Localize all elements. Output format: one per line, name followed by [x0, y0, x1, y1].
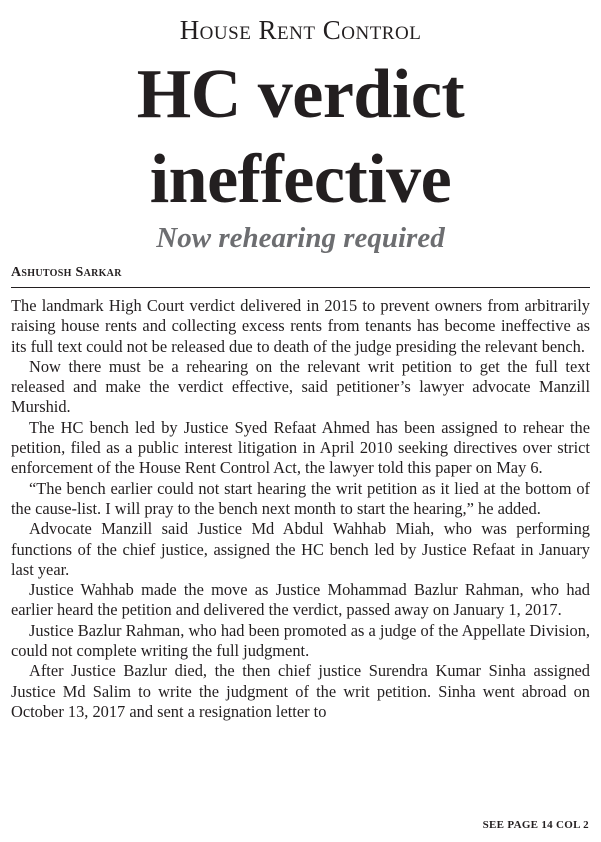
article-body [11, 296, 590, 722]
paragraph: Justice Bazlur Rahman, who had been promoted as a judge of the Appellate Division, could not complete writing the full judgment. [11, 620, 590, 661]
paragraph: The HC bench led by Justice Syed Refaat Ahmed has been assigned to rehear the petition, filed as a public interest litigation in April 2010 seeking directives over strict enforcement of the House Rent Control Act, the lawyer told this paper on May 6. [11, 417, 590, 478]
paragraph: “The bench earlier could not start hearing the writ petition as it lied at the bottom of the cause-list. I will pray to the bench next month to start the hearing,” he added. [11, 478, 590, 518]
paragraph: Now there must be a rehearing on the relevant writ petition to get the full text released and make the verdict effective, said petitioner’s lawyer advocate Manzill Murshid. [11, 356, 590, 417]
headline-line-1: HC verdict [136, 56, 465, 133]
byline: Ashutosh Sarkar [11, 265, 122, 280]
headline-line-2: ineffective [149, 141, 452, 218]
paragraph: Advocate Manzill said Justice Md Abdul Wahhab Miah, who was performing functions of the chief justice, assigned the HC bench led by Justice Refaat in January last year. [11, 519, 590, 579]
paragraph: The landmark High Court verdict delivered in 2015 to prevent owners from arbitrarily raising house rents and collecting excess rents from tenants has become ineffective as its full text could not be released due to death of the judge presiding the relevant bench. [11, 296, 590, 356]
paragraph: Justice Wahhab made the move as Justice Mohammad Bazlur Rahman, who had earlier heard the petition and delivered the verdict, passed away on January 1, 2017. [11, 580, 590, 620]
byline-divider [11, 287, 590, 288]
section-kicker: House Rent Control [179, 15, 422, 45]
continuation-note: SEE PAGE 14 COL 2 [482, 819, 589, 831]
paragraph: After Justice Bazlur died, the then chief justice Surendra Kumar Sinha assigned Justice Md Salim to write the judgment of the writ petition. Sinha went abroad on October 13, 2017 and sent a resignation letter to [11, 661, 590, 721]
subheadline: Now rehearing required [156, 222, 445, 254]
